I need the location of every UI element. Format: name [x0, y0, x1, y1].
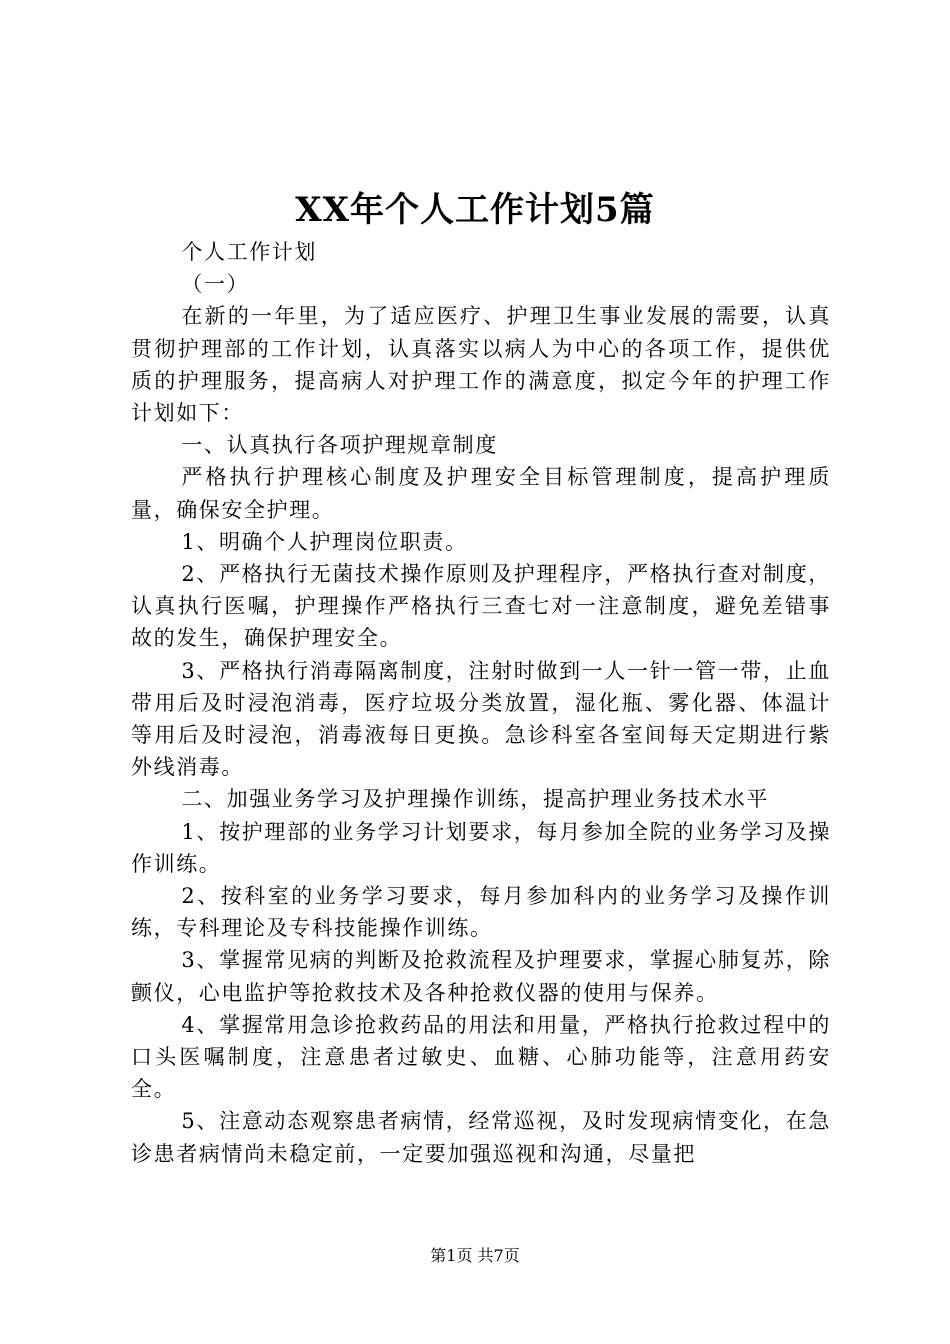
list-item: 2、严格执行无菌技术操作原则及护理程序，严格执行查对制度，认真执行医嘱，护理操作严格执行三查七对一注意制度，避免差错事故的发生，确保护理安全。: [131, 562, 831, 651]
document-body: [131, 236, 831, 1170]
list-item: 5、注意动态观察患者病情，经常巡视，及时发现病情变化，在急诊患者病情尚未稳定前，一定要加强巡视和沟通，尽量把: [131, 1109, 831, 1166]
paragraph: 在新的一年里，为了适应医疗、护理卫生事业发展的需要，认真贯彻护理部的工作计划，认真落实以病人为中心的各项工作，提供优质的护理服务，提高病人对护理工作的满意度，拟定今年的护理工作计划如下：: [131, 304, 831, 426]
section-heading: 二、加强业务学习及护理操作训练，提高护理业务技术水平: [181, 787, 769, 812]
list-item: 1、按护理部的业务学习计划要求，每月参加全院的业务学习及操作训练。: [131, 819, 831, 876]
paragraph: 严格执行护理核心制度及护理安全目标管理制度，提高护理质量，确保安全护理。: [131, 465, 831, 522]
list-item: 3、掌握常见病的判断及抢救流程及护理要求，掌握心肺复苏，除颤仪，心电监护等抢救技术及各种抢救仪器的使用与保养。: [131, 948, 831, 1005]
list-item: 4、掌握常用急诊抢救药品的用法和用量，严格执行抢救过程中的口头医嘱制度，注意患者过敏史、血糖、心肺功能等，注意用药安全。: [131, 1012, 831, 1102]
section-number: （一）: [181, 272, 250, 297]
section-heading: 一、认真执行各项护理规章制度: [181, 433, 498, 458]
list-item: 1、明确个人护理岗位职责。: [181, 529, 468, 554]
document-title: XX年个人工作计划5篇: [295, 190, 655, 230]
list-item: 2、按科室的业务学习要求，每月参加科内的业务学习及操作训练，专科理论及专科技能操作训练。: [131, 884, 831, 941]
subtitle: 个人工作计划: [181, 240, 317, 264]
page-footer: 第1页 共7页: [430, 1246, 520, 1265]
list-item: 3、严格执行消毒隔离制度，注射时做到一人一针一管一带，止血带用后及时浸泡消毒，医疗垃圾分类放置，湿化瓶、雾化器、体温计等用后及时浸泡，消毒液每日更换。急诊科室各室间每天定期进行紫外线消毒。: [131, 658, 831, 780]
